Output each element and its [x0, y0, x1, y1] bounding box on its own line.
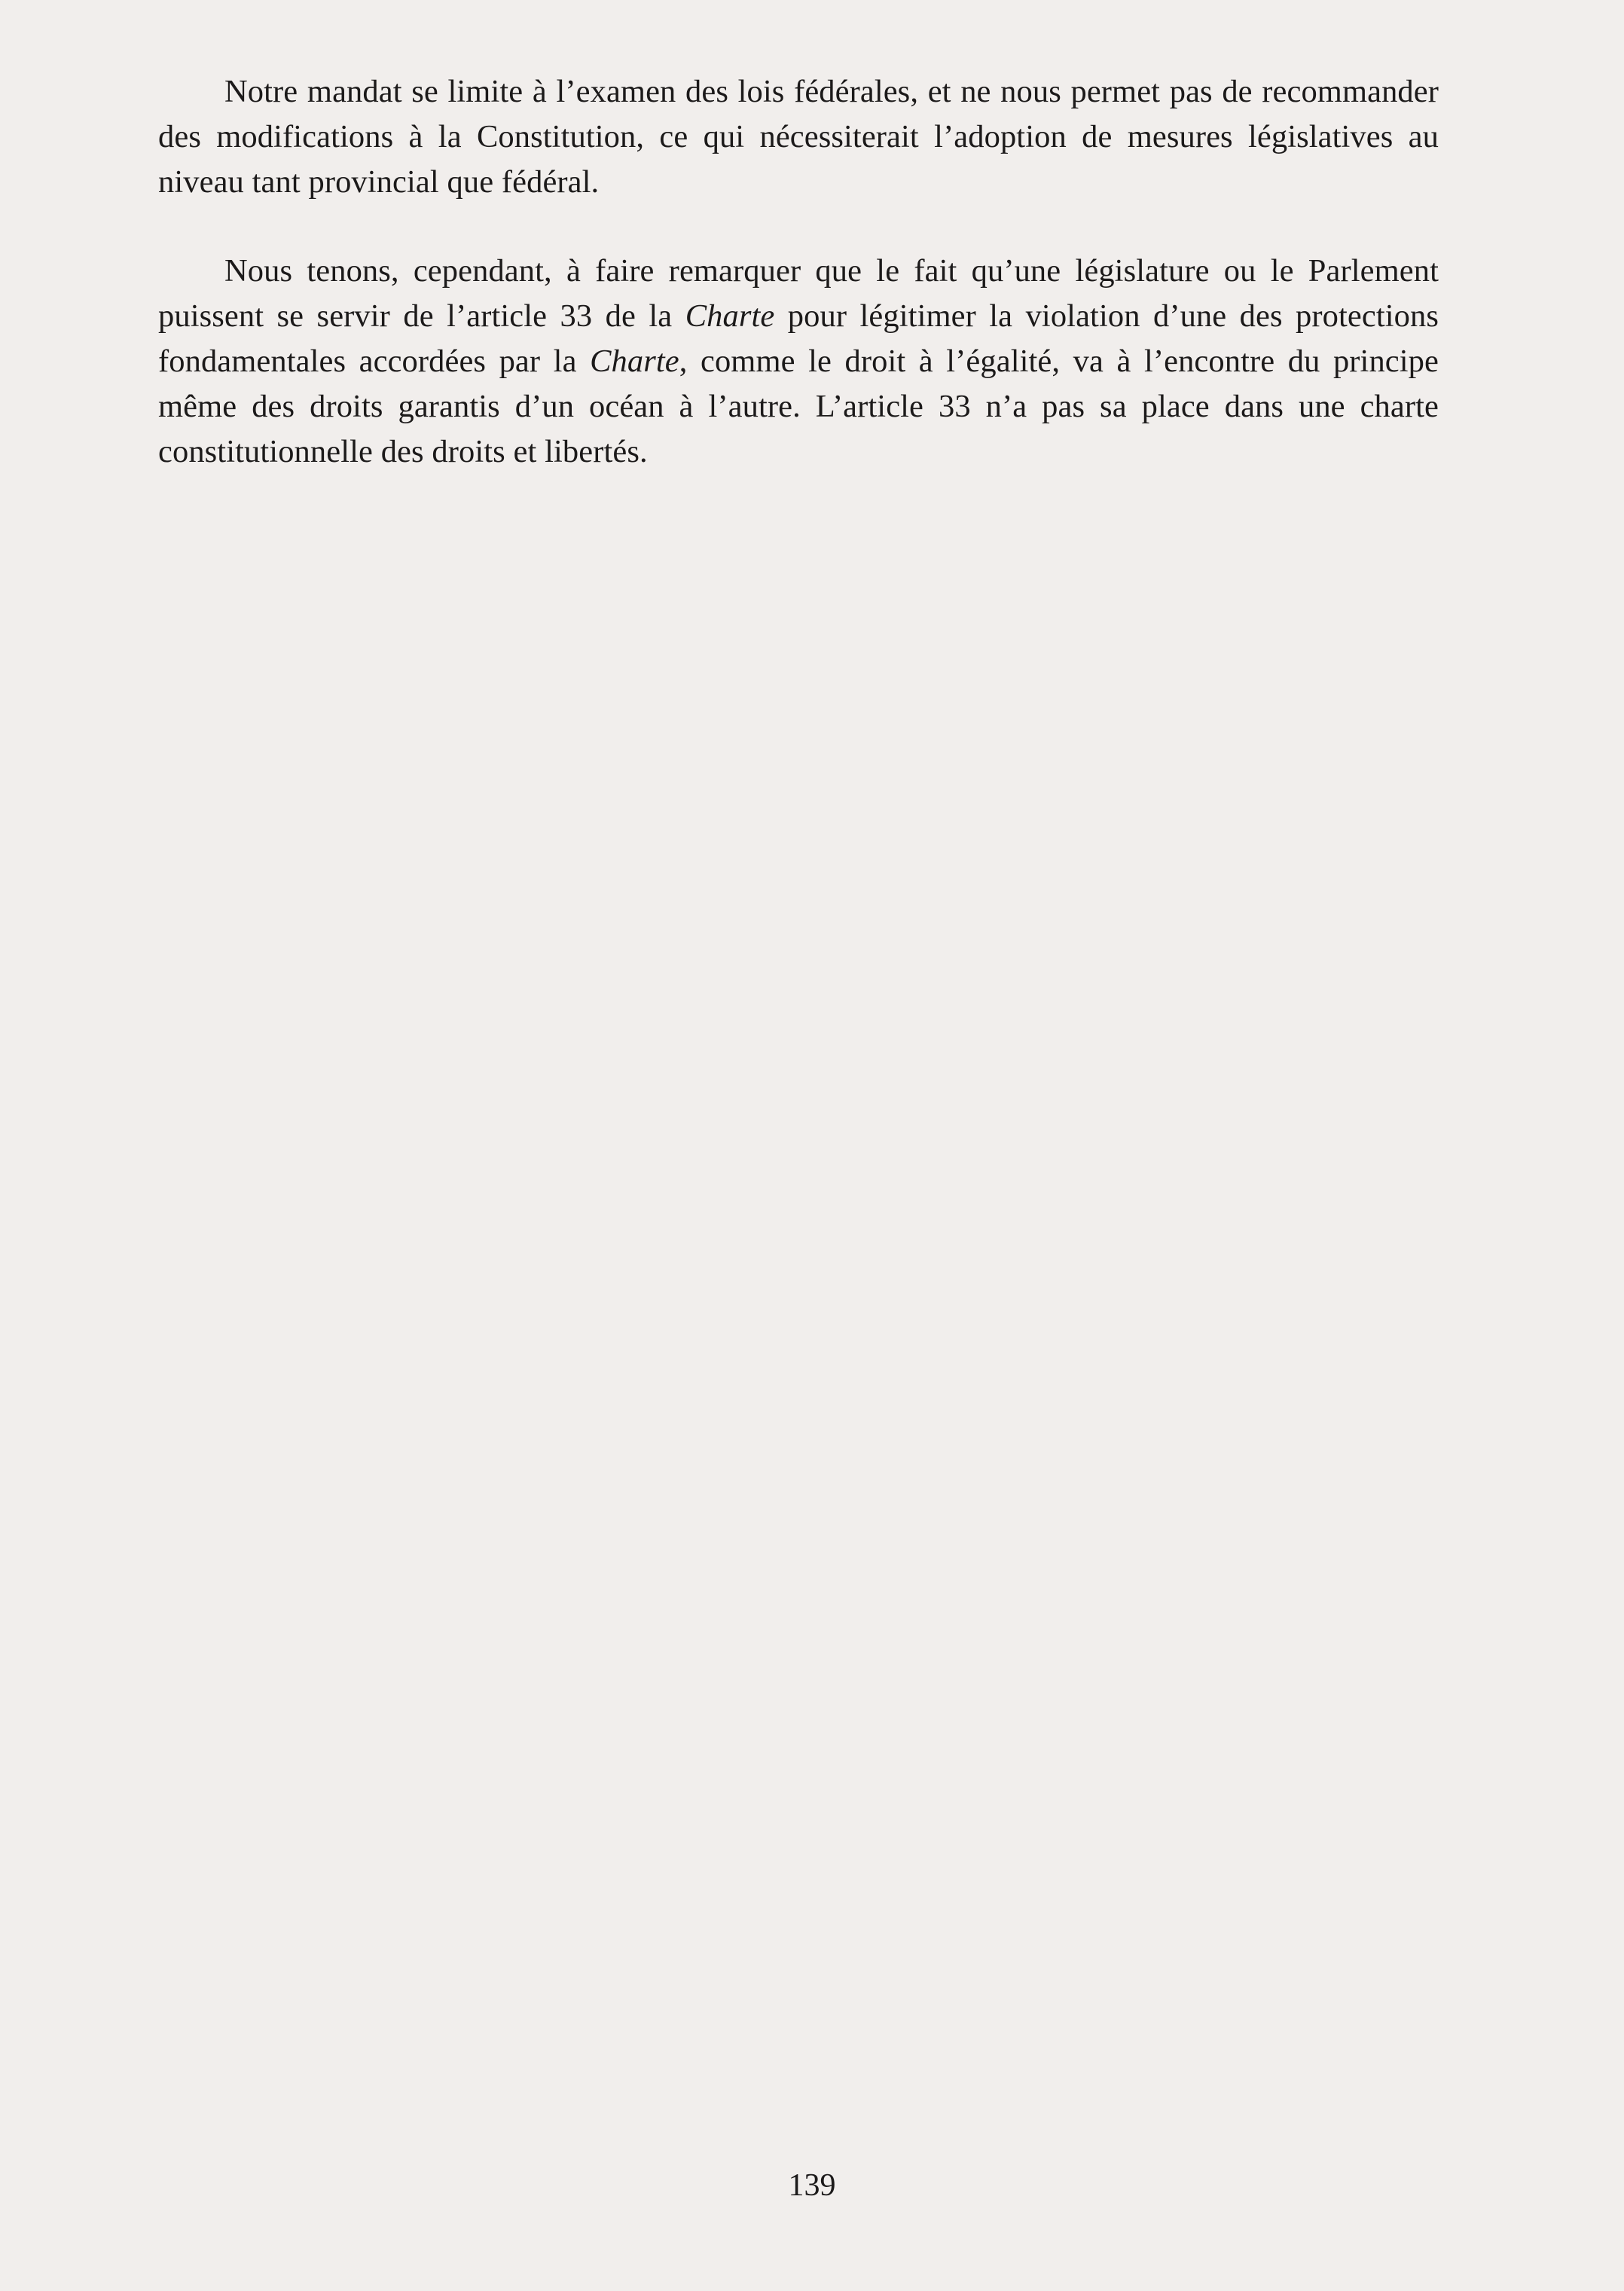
body-text [158, 69, 1439, 475]
charte-italic: Charte [685, 298, 775, 334]
page-number: 139 [788, 2168, 836, 2203]
paragraph-segment: Nous tenons, cependant, à faire remarquer que le fait qu’une législature ou le Parlement puissent se servir de l’article 33 de la [158, 253, 1439, 334]
charte-italic: Charte [590, 344, 679, 379]
paragraph-article-33 [158, 249, 1439, 475]
paragraph-segment: , comme le droit à l’égalité, va à l’encontre du principe même des droits garantis d’un océan à l’autre. L’article 33 n’a pas sa place dans une charte constitutionnelle des droits et libertés. [158, 344, 1439, 469]
paragraph-mandate [158, 69, 1439, 205]
paragraph-segment: pour légitimer la violation d’une des protections fondamentales accordées par la [158, 298, 1439, 379]
paragraph-segment: Notre mandat se limite à l’examen des lois fédérales, et ne nous permet pas de recommander des modifications à la Constitution, ce qui nécessiterait l’adoption de mesures législatives au niveau tant provincial que fédéral. [158, 74, 1439, 200]
